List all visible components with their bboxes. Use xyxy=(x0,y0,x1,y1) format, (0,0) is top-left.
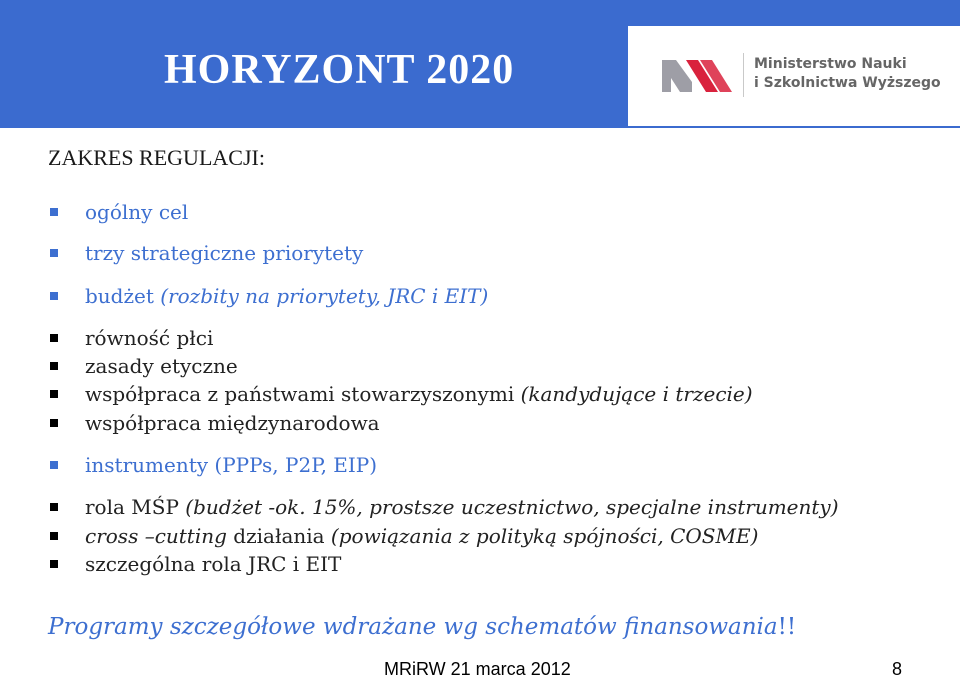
bullet-square-icon xyxy=(50,560,58,568)
bullet-text: ogólny cel xyxy=(85,200,189,224)
bullet-item xyxy=(50,326,213,350)
bullet-item xyxy=(50,495,839,519)
bullet-square-icon xyxy=(50,503,58,511)
bullet-text: szczególna rola JRC i EIT xyxy=(85,552,342,576)
bullet-square-icon xyxy=(50,362,58,370)
bullet-text: rola MŚP xyxy=(85,495,186,519)
bullet-square-icon xyxy=(50,249,58,257)
bullet-square-icon xyxy=(50,208,58,216)
footer-note-tail: !! xyxy=(777,614,797,640)
logo-text xyxy=(754,55,941,93)
bullet-text: budżet xyxy=(85,284,161,308)
logo-line-1: Ministerstwo Nauki xyxy=(754,56,907,72)
logo-divider xyxy=(743,53,744,97)
footer-note xyxy=(48,614,796,640)
bullet-square-icon xyxy=(50,532,58,540)
bullet-text: trzy strategiczne priorytety xyxy=(85,241,364,265)
bullet-item xyxy=(50,284,488,308)
bullet-item xyxy=(50,552,341,576)
bullet-item xyxy=(50,241,363,265)
bullet-item xyxy=(50,354,238,378)
bullet-square-icon xyxy=(50,390,58,398)
bullet-item xyxy=(50,453,377,477)
bullet-text: działania xyxy=(226,524,331,548)
footer-note-text: Programy szczegółowe wdrażane wg schematów finansowania xyxy=(48,614,778,640)
bullet-square-icon xyxy=(50,292,58,300)
bullet-text: zasady etyczne xyxy=(85,354,238,378)
section-title: ZAKRES REGULACJI: xyxy=(48,145,265,170)
ministry-logo-mark-icon xyxy=(662,60,734,92)
bullet-text: współpraca z państwami stowarzyszonymi xyxy=(85,382,521,406)
bullet-text-italic: (rozbity na priorytety, JRC i EIT) xyxy=(160,284,489,308)
bullet-text: równość płci xyxy=(85,326,214,350)
bullet-square-icon xyxy=(50,419,58,427)
bullet-text: współpraca międzynarodowa xyxy=(85,411,380,435)
ministry-logo xyxy=(628,26,960,126)
page-number: 8 xyxy=(892,659,903,679)
bullet-text-italic: (powiązania z polityką spójności, COSME) xyxy=(330,524,759,548)
bullet-text-italic: (kandydujące i trzecie) xyxy=(520,382,753,406)
bullet-item xyxy=(50,411,380,435)
bullet-square-icon xyxy=(50,334,58,342)
bullet-item xyxy=(50,200,188,224)
bullet-item xyxy=(50,382,753,406)
bullet-item xyxy=(50,524,758,548)
bullet-text-italic-lead: cross –cutting xyxy=(85,524,227,548)
slide-title: HORYZONT 2020 xyxy=(164,47,515,93)
logo-line-2: i Szkolnictwa Wyższego xyxy=(754,75,941,91)
bullet-text-italic: (budżet -ok. 15%, prostsze uczestnictwo, specjalne instrumenty) xyxy=(185,495,839,519)
bullet-square-icon xyxy=(50,461,58,469)
bullet-text: instrumenty (PPPs, P2P, EIP) xyxy=(85,453,378,477)
slide-footer: MRiRW 21 marca 2012 xyxy=(384,659,571,679)
